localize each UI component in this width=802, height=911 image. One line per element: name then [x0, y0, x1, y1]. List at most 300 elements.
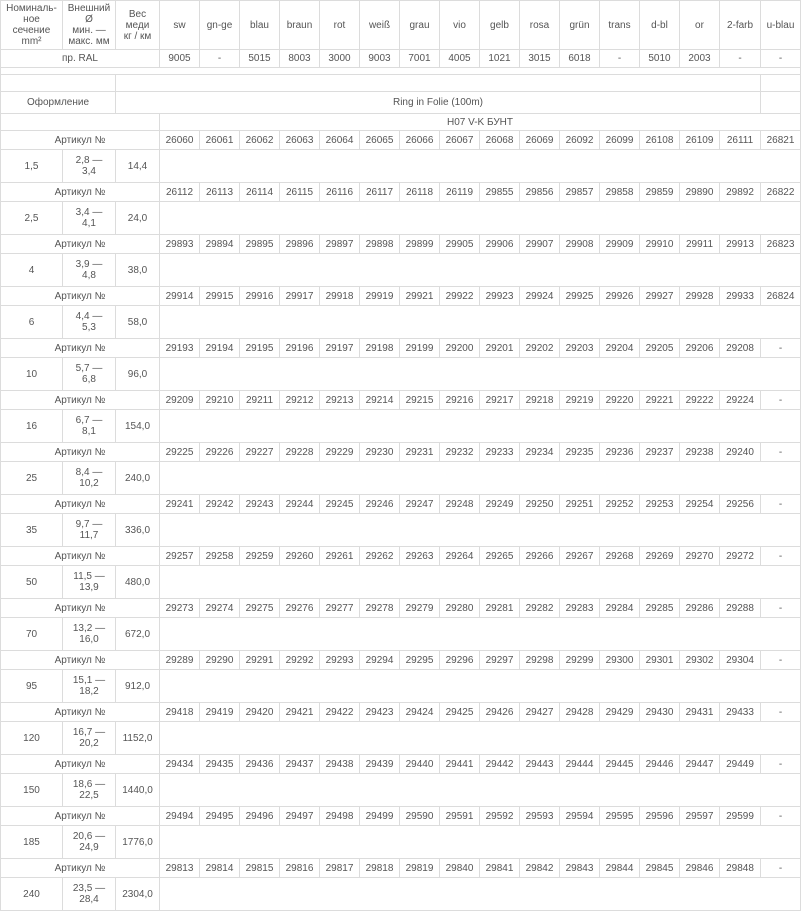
- copper-weight-header: Вес меди кг / км: [116, 1, 160, 50]
- article-number: 29927: [640, 287, 680, 306]
- article-number: 29418: [160, 703, 200, 722]
- spec-row: [1, 150, 801, 183]
- article-number: 29925: [560, 287, 600, 306]
- ral-value: -: [761, 50, 801, 68]
- article-number: 26062: [240, 131, 280, 150]
- article-number: 29590: [400, 807, 440, 826]
- article-number: 29895: [240, 235, 280, 254]
- article-number: 29295: [400, 651, 440, 670]
- article-number: 29222: [680, 391, 720, 410]
- copper-weight: 672,0: [116, 618, 160, 651]
- article-row: [1, 755, 801, 774]
- article-number: -: [761, 651, 801, 670]
- article-number: 29267: [560, 547, 600, 566]
- article-number: 29430: [640, 703, 680, 722]
- article-number: 29247: [400, 495, 440, 514]
- copper-weight: 912,0: [116, 670, 160, 703]
- article-number: 29205: [640, 339, 680, 358]
- article-number: 29219: [560, 391, 600, 410]
- article-number: 29224: [720, 391, 761, 410]
- outer-diameter: [63, 514, 116, 547]
- article-number: 29494: [160, 807, 200, 826]
- spec-row: [1, 826, 801, 859]
- spec-row: [1, 722, 801, 755]
- empty-cell: [160, 410, 801, 443]
- spec-row: [1, 618, 801, 651]
- article-number: -: [761, 599, 801, 618]
- copper-weight: 336,0: [116, 514, 160, 547]
- article-number: 29423: [360, 703, 400, 722]
- article-label: Артикул №: [1, 651, 160, 670]
- article-number: 29420: [240, 703, 280, 722]
- article-number: 29196: [280, 339, 320, 358]
- article-number: 29496: [240, 807, 280, 826]
- outer-diameter-min: 5,7 —: [75, 363, 103, 374]
- outer-diameter: [63, 670, 116, 703]
- cross-section: 120: [1, 722, 63, 755]
- outer-diameter-min: 8,4 —: [75, 467, 103, 478]
- article-number: 29213: [320, 391, 360, 410]
- article-number: 29258: [200, 547, 240, 566]
- outer-diameter: [63, 878, 116, 911]
- article-number: 29921: [400, 287, 440, 306]
- copper-weight: 480,0: [116, 566, 160, 599]
- outer-diameter-max: 4,1: [82, 218, 96, 229]
- outer-diameter-min: 6,7 —: [75, 415, 103, 426]
- cross-section: 70: [1, 618, 63, 651]
- outer-diameter-max: 18,2: [79, 686, 99, 697]
- outer-diameter-max: 13,9: [79, 582, 99, 593]
- article-row: [1, 391, 801, 410]
- copper-weight: 2304,0: [116, 878, 160, 911]
- ral-row: [1, 50, 801, 68]
- article-number: 29216: [440, 391, 480, 410]
- article-number: 29923: [480, 287, 520, 306]
- color-header: trans: [600, 1, 640, 50]
- cross-section: 2,5: [1, 202, 63, 235]
- article-number: 29234: [520, 443, 560, 462]
- outer-diameter: [63, 826, 116, 859]
- article-number: 29200: [440, 339, 480, 358]
- article-number: 26064: [320, 131, 360, 150]
- article-number: 29270: [680, 547, 720, 566]
- article-number: 29238: [680, 443, 720, 462]
- article-number: 29209: [160, 391, 200, 410]
- article-number: 29933: [720, 287, 761, 306]
- copper-weight: 240,0: [116, 462, 160, 495]
- outer-diameter: [63, 566, 116, 599]
- article-number: 29419: [200, 703, 240, 722]
- outer-diameter-min: 23,5 —: [72, 883, 106, 894]
- article-number: 29230: [360, 443, 400, 462]
- article-number: 29256: [720, 495, 761, 514]
- outer-diameter-min: 4,4 —: [75, 311, 103, 322]
- design-label: Оформление: [1, 92, 116, 114]
- article-number: 29195: [240, 339, 280, 358]
- article-number: 29299: [560, 651, 600, 670]
- article-number: -: [761, 339, 801, 358]
- article-label: Артикул №: [1, 807, 160, 826]
- article-number: 29214: [360, 391, 400, 410]
- empty-cell: [160, 826, 801, 859]
- outer-diameter: [63, 462, 116, 495]
- article-label: Артикул №: [1, 859, 160, 878]
- ral-value: -: [200, 50, 240, 68]
- article-number: 29302: [680, 651, 720, 670]
- article-number: 29274: [200, 599, 240, 618]
- article-number: 29204: [600, 339, 640, 358]
- article-number: -: [761, 703, 801, 722]
- article-number: 26065: [360, 131, 400, 150]
- article-number: 29906: [480, 235, 520, 254]
- article-number: 29429: [600, 703, 640, 722]
- article-row: [1, 599, 801, 618]
- article-number: 29257: [160, 547, 200, 566]
- article-number: 29198: [360, 339, 400, 358]
- ral-value: 2003: [680, 50, 720, 68]
- outer-diameter-max: 24,9: [79, 842, 99, 853]
- cross-section: 16: [1, 410, 63, 443]
- outer-diameter-max: 10,2: [79, 478, 99, 489]
- article-number: 29818: [360, 859, 400, 878]
- article-number: 29859: [640, 183, 680, 202]
- empty-cell: [160, 202, 801, 235]
- ral-value: 5010: [640, 50, 680, 68]
- article-number: 29241: [160, 495, 200, 514]
- article-label: Артикул №: [1, 703, 160, 722]
- outer-diameter-max: 16,0: [79, 634, 99, 645]
- article-row: [1, 547, 801, 566]
- article-number: 29422: [320, 703, 360, 722]
- article-number: 29259: [240, 547, 280, 566]
- article-number: 26114: [240, 183, 280, 202]
- color-header: d-bl: [640, 1, 680, 50]
- ral-value: 9003: [360, 50, 400, 68]
- article-number: 29194: [200, 339, 240, 358]
- ral-value: 1021: [480, 50, 520, 68]
- article-number: 26111: [720, 131, 761, 150]
- outer-diameter: [63, 774, 116, 807]
- article-number: 29211: [240, 391, 280, 410]
- article-number: 29265: [480, 547, 520, 566]
- color-header: blau: [240, 1, 280, 50]
- color-header: grün: [560, 1, 600, 50]
- article-number: 29218: [520, 391, 560, 410]
- article-number: 29283: [560, 599, 600, 618]
- article-number: 29595: [600, 807, 640, 826]
- article-number: -: [761, 807, 801, 826]
- article-number: 26063: [280, 131, 320, 150]
- article-number: 29289: [160, 651, 200, 670]
- article-label: Артикул №: [1, 131, 160, 150]
- article-number: 29304: [720, 651, 761, 670]
- article-number: 29266: [520, 547, 560, 566]
- article-number: 29425: [440, 703, 480, 722]
- article-row: [1, 339, 801, 358]
- article-number: 26067: [440, 131, 480, 150]
- article-number: 29924: [520, 287, 560, 306]
- article-number: 29593: [520, 807, 560, 826]
- spacer-cell: [1, 75, 116, 92]
- copper-weight: 96,0: [116, 358, 160, 391]
- article-number: 29260: [280, 547, 320, 566]
- article-number: 29278: [360, 599, 400, 618]
- design-row: [1, 92, 801, 114]
- outer-diameter-max: 4,8: [82, 270, 96, 281]
- empty-cell: [761, 92, 801, 114]
- design-value: Ring in Folie (100m): [116, 92, 761, 114]
- article-number: 29231: [400, 443, 440, 462]
- article-number: 29225: [160, 443, 200, 462]
- article-number: 29297: [480, 651, 520, 670]
- cross-section: 4: [1, 254, 63, 287]
- article-number: 29844: [600, 859, 640, 878]
- article-number: 29437: [280, 755, 320, 774]
- article-number: 26092: [560, 131, 600, 150]
- article-row: [1, 859, 801, 878]
- article-number: 29426: [480, 703, 520, 722]
- article-number: 29438: [320, 755, 360, 774]
- article-number: 29446: [640, 755, 680, 774]
- empty-cell: [160, 566, 801, 599]
- cross-section: 6: [1, 306, 63, 339]
- article-number: 29282: [520, 599, 560, 618]
- spacer-cell: [1, 68, 801, 75]
- article-number: 29447: [680, 755, 720, 774]
- outer-diameter: [63, 358, 116, 391]
- outer-diameter-max: 11,7: [79, 530, 99, 541]
- cross-section: 1,5: [1, 150, 63, 183]
- article-number: 29443: [520, 755, 560, 774]
- article-number: 29235: [560, 443, 600, 462]
- article-number: 29596: [640, 807, 680, 826]
- outer-diameter-max: 5,3: [82, 322, 96, 333]
- copper-weight: 1776,0: [116, 826, 160, 859]
- ral-value: 8003: [280, 50, 320, 68]
- article-number: 29899: [400, 235, 440, 254]
- article-number: 29928: [680, 287, 720, 306]
- article-row: [1, 651, 801, 670]
- article-number: 29498: [320, 807, 360, 826]
- article-number: 29434: [160, 755, 200, 774]
- article-number: 29919: [360, 287, 400, 306]
- article-label: Артикул №: [1, 755, 160, 774]
- article-number: 29273: [160, 599, 200, 618]
- article-number: 29243: [240, 495, 280, 514]
- outer-diameter-min: 18,6 —: [72, 779, 106, 790]
- outer-diameter: [63, 618, 116, 651]
- article-number: 29300: [600, 651, 640, 670]
- article-number: 29251: [560, 495, 600, 514]
- article-number: 26068: [480, 131, 520, 150]
- article-number: -: [761, 859, 801, 878]
- color-header: rosa: [520, 1, 560, 50]
- empty-cell: [160, 358, 801, 391]
- article-number: 29293: [320, 651, 360, 670]
- ral-label: пр. RAL: [1, 50, 160, 68]
- article-number: 26069: [520, 131, 560, 150]
- color-header: weiß: [360, 1, 400, 50]
- outer-diameter-header: Внешний Ø мин. — макс. мм: [63, 1, 116, 50]
- article-number: 29248: [440, 495, 480, 514]
- section-header: Номиналь- ное сечение mm²: [1, 1, 63, 50]
- outer-diameter: [63, 150, 116, 183]
- article-number: 29250: [520, 495, 560, 514]
- article-number: -: [761, 547, 801, 566]
- ral-value: 6018: [560, 50, 600, 68]
- article-number: 29814: [200, 859, 240, 878]
- article-number: 29813: [160, 859, 200, 878]
- article-label: Артикул №: [1, 391, 160, 410]
- article-number: 26099: [600, 131, 640, 150]
- article-number: 29815: [240, 859, 280, 878]
- article-number: 29599: [720, 807, 761, 826]
- article-number: 29294: [360, 651, 400, 670]
- article-number: 29244: [280, 495, 320, 514]
- spec-row: [1, 878, 801, 911]
- article-number: 29276: [280, 599, 320, 618]
- header-row: [1, 1, 801, 50]
- article-number: 29843: [560, 859, 600, 878]
- spec-row: [1, 774, 801, 807]
- outer-diameter: [63, 410, 116, 443]
- empty-cell: [160, 618, 801, 651]
- article-number: 29922: [440, 287, 480, 306]
- color-header: grau: [400, 1, 440, 50]
- article-number: 29298: [520, 651, 560, 670]
- article-number: 29893: [160, 235, 200, 254]
- article-number: 29918: [320, 287, 360, 306]
- article-number: 29858: [600, 183, 640, 202]
- outer-diameter-min: 20,6 —: [72, 831, 106, 842]
- cross-section: 95: [1, 670, 63, 703]
- article-number: 29262: [360, 547, 400, 566]
- empty-cell: [1, 114, 160, 131]
- spacer-row: [1, 68, 801, 75]
- outer-diameter-min: 3,9 —: [75, 259, 103, 270]
- article-number: 29907: [520, 235, 560, 254]
- article-row: [1, 287, 801, 306]
- article-number: 29913: [720, 235, 761, 254]
- spec-row: [1, 410, 801, 443]
- cross-section: 35: [1, 514, 63, 547]
- empty-cell: [160, 670, 801, 703]
- outer-diameter: [63, 202, 116, 235]
- article-number: 29197: [320, 339, 360, 358]
- article-number: 29436: [240, 755, 280, 774]
- copper-weight: 24,0: [116, 202, 160, 235]
- article-row: [1, 703, 801, 722]
- article-number: 29597: [680, 807, 720, 826]
- article-number: 26821: [761, 131, 801, 150]
- article-label: Артикул №: [1, 183, 160, 202]
- color-header: gn-ge: [200, 1, 240, 50]
- article-number: 29228: [280, 443, 320, 462]
- article-number: -: [761, 495, 801, 514]
- article-number: 29435: [200, 755, 240, 774]
- cable-type: H07 V-K БУНТ: [160, 114, 801, 131]
- article-number: 29277: [320, 599, 360, 618]
- article-number: 29431: [680, 703, 720, 722]
- article-row: [1, 495, 801, 514]
- article-number: 26066: [400, 131, 440, 150]
- article-number: 29249: [480, 495, 520, 514]
- outer-diameter-min: 11,5 —: [73, 571, 105, 582]
- cross-section: 50: [1, 566, 63, 599]
- article-number: 29445: [600, 755, 640, 774]
- spec-row: [1, 306, 801, 339]
- article-number: 29286: [680, 599, 720, 618]
- outer-diameter-max: 6,8: [82, 374, 96, 385]
- copper-weight: 1440,0: [116, 774, 160, 807]
- article-number: 29433: [720, 703, 761, 722]
- spec-row: [1, 670, 801, 703]
- article-number: 26824: [761, 287, 801, 306]
- outer-diameter-min: 9,7 —: [75, 519, 103, 530]
- article-number: 29424: [400, 703, 440, 722]
- article-number: 29848: [720, 859, 761, 878]
- outer-diameter-max: 22,5: [79, 790, 99, 801]
- empty-cell: [160, 774, 801, 807]
- article-number: 26112: [160, 183, 200, 202]
- article-label: Артикул №: [1, 287, 160, 306]
- ral-value: 4005: [440, 50, 480, 68]
- article-number: 29232: [440, 443, 480, 462]
- article-number: 29226: [200, 443, 240, 462]
- article-number: 29208: [720, 339, 761, 358]
- outer-diameter-min: 16,7 —: [72, 727, 106, 738]
- article-number: 29905: [440, 235, 480, 254]
- outer-diameter-min: 13,2 —: [72, 623, 106, 634]
- article-number: 29227: [240, 443, 280, 462]
- article-number: 29440: [400, 755, 440, 774]
- article-number: 29594: [560, 807, 600, 826]
- article-number: 29245: [320, 495, 360, 514]
- outer-diameter-min: 15,1 —: [72, 675, 106, 686]
- article-number: 26116: [320, 183, 360, 202]
- article-number: 29281: [480, 599, 520, 618]
- article-row: [1, 807, 801, 826]
- article-number: 29909: [600, 235, 640, 254]
- outer-diameter-min: 2,8 —: [75, 155, 103, 166]
- article-number: 29221: [640, 391, 680, 410]
- article-number: 29856: [520, 183, 560, 202]
- article-number: 29279: [400, 599, 440, 618]
- article-number: 29229: [320, 443, 360, 462]
- article-number: 29252: [600, 495, 640, 514]
- copper-weight: 154,0: [116, 410, 160, 443]
- ral-value: 3015: [520, 50, 560, 68]
- article-number: 29444: [560, 755, 600, 774]
- spacer-cell: [116, 75, 761, 92]
- outer-diameter: [63, 722, 116, 755]
- article-number: 26113: [200, 183, 240, 202]
- article-label: Артикул №: [1, 235, 160, 254]
- article-number: 29427: [520, 703, 560, 722]
- article-number: 29857: [560, 183, 600, 202]
- article-number: 29421: [280, 703, 320, 722]
- spec-row: [1, 202, 801, 235]
- article-number: 29908: [560, 235, 600, 254]
- article-number: 29892: [720, 183, 761, 202]
- article-number: 29233: [480, 443, 520, 462]
- article-label: Артикул №: [1, 495, 160, 514]
- article-number: 29275: [240, 599, 280, 618]
- article-number: 29499: [360, 807, 400, 826]
- article-number: 29926: [600, 287, 640, 306]
- article-number: 29269: [640, 547, 680, 566]
- article-label: Артикул №: [1, 339, 160, 358]
